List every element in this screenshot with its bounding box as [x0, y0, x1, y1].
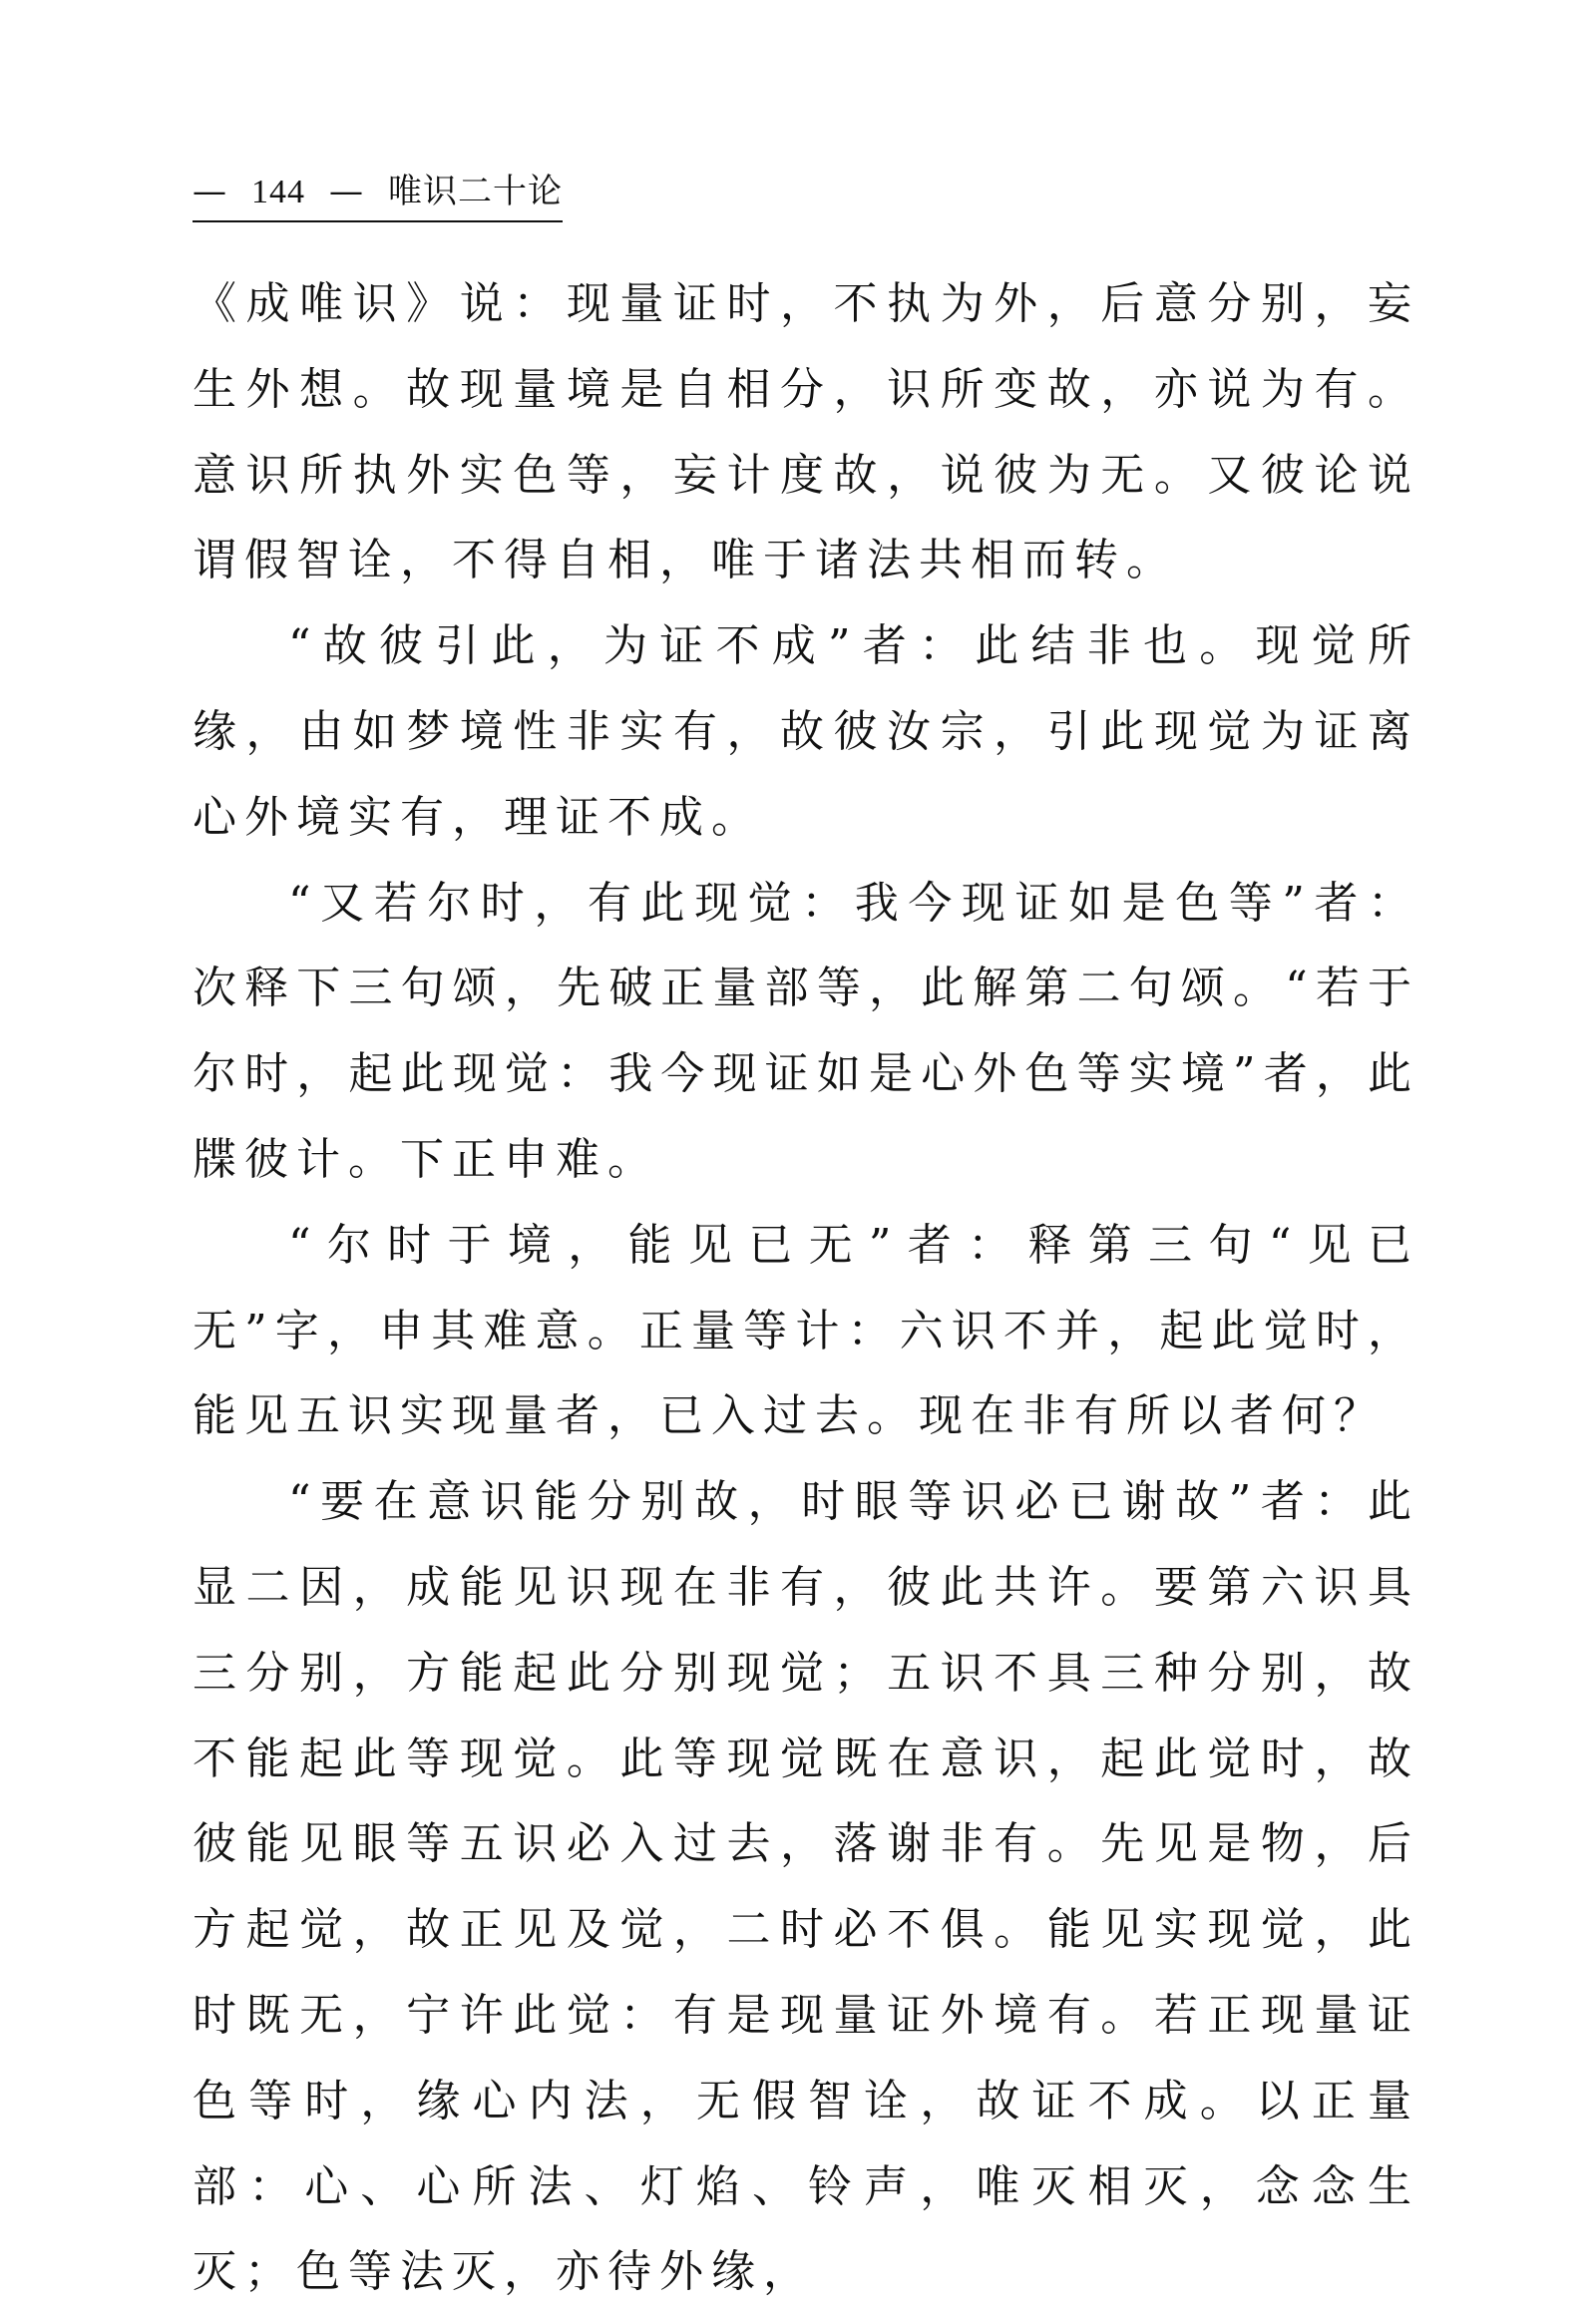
paragraph: “尔时于境，能见已无”者：释第三句“见已无”字，申其难意。正量等计：六识不并，起此觉时，能见五识实现量者，已入过去。现在非有所以者何？ [193, 1219, 1419, 1442]
body-text [193, 261, 1419, 2315]
paragraph: “故彼引此，为证不成”者：此结非也。现觉所缘，由如梦境性非实有，故彼汝宗，引此现觉为证离心外境实有，理证不成。 [193, 620, 1419, 843]
paragraph: 《成唯识》说：现量证时，不执为外，后意分别，妄生外想。故现量境是自相分，识所变故，亦说为有。意识所执外实色等，妄计度故，说彼为无。又彼论说谓假智诠，不得自相，唯于诸法共相而转。 [193, 278, 1419, 586]
paragraph: “要在意识能分别故，时眼等识必已谢故”者：此显二因，成能见识现在非有，彼此共许。要第六识具三分别，方能起此分别现觉；五识不具三种分别，故不能起此等现觉。此等现觉既在意识，起此觉时，故彼能见眼等五识必入过去，落谢非有。先见是物，后方起觉，故正见及觉，二时必不俱。能见实现觉，此时既无，宁许此觉：有是现量证外境有。若正现量证色等时，缘心内法，无假智诠，故证不成。以正量部：心、心所法、灯焰、铃声，唯灭相灭，念念生灭；色等法灭，亦待外缘， [193, 1476, 1419, 2298]
running-header [193, 170, 563, 222]
page-number: 144 [251, 174, 305, 210]
header-dash-right: — [329, 172, 364, 211]
header-dash-left: — [193, 172, 227, 211]
paragraph: “又若尔时，有此现觉：我今现证如是色等”者：次释下三句颂，先破正量部等，此解第二句颂。“若于尔时，起此现觉：我今现证如是心外色等实境”者，此牒彼计。下正申难。 [193, 877, 1419, 1185]
book-title: 唯识二十论 [388, 172, 563, 211]
